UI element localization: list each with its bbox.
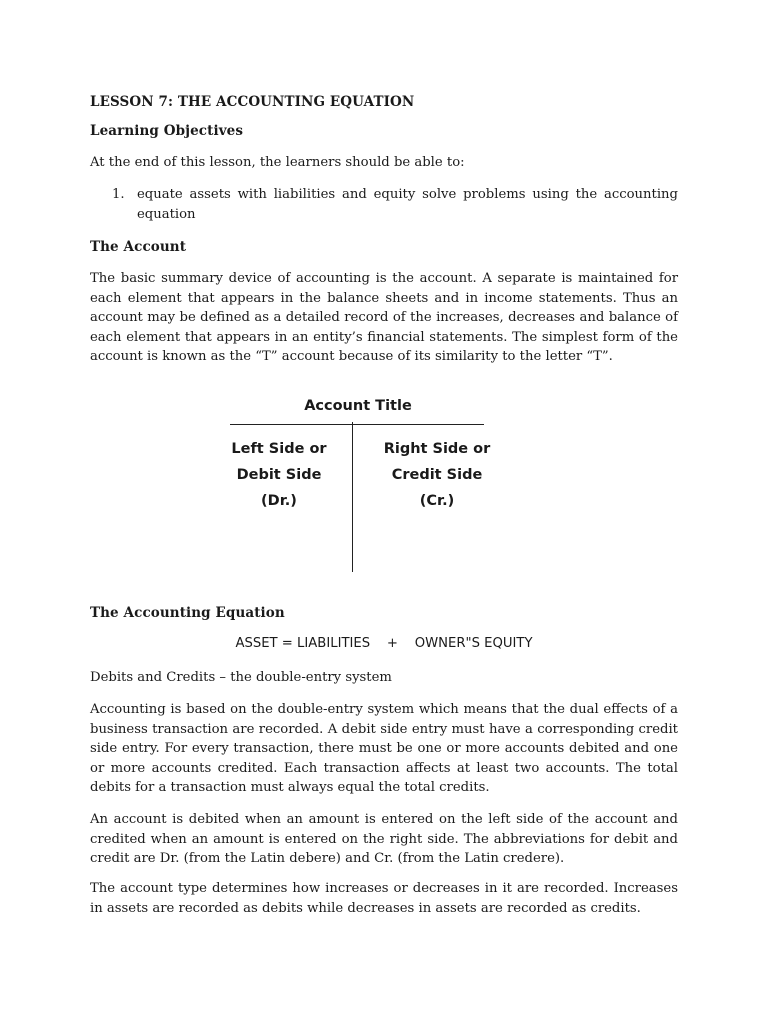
list-item-number: 1.: [112, 187, 125, 202]
accounting-equation: [90, 636, 678, 651]
objectives-heading: Learning Objectives: [90, 123, 244, 139]
equation-right: OWNER"S EQUITY: [414, 636, 533, 651]
equation-left: ASSET = LIABILITIES: [235, 636, 371, 651]
paragraph-double-entry: Accounting is based on the double-entry system which means that the dual effects of a business transaction are recorded. A debit side entry must have a corresponding credit side entry. For every transaction, there must be one or more accounts debited and one or more accounts credited. Each transaction affects at least two accounts. The total debits for a transaction must always equal the total credits.: [90, 702, 678, 795]
account-paragraph: The basic summary device of accounting is the account. A separate is maintained for each element that appears in the balance sheets and in income statements. Thus an account may be defined as a detailed record of the increases, decreases and balance of each element that appears in an entity’s financial statements. The simplest form of the account is known as the “T” account because of its similarity to the letter “T”.: [90, 271, 678, 364]
debits-credits-line: Debits and Credits – the double-entry system: [90, 670, 392, 685]
t-account-horizontal-line: [230, 424, 484, 425]
objectives-intro: At the end of this lesson, the learners should be able to:: [90, 155, 465, 170]
paragraph-account-type: The account type determines how increases or decreases in it are recorded. Increases in assets are recorded as debits while decreases in assets are recorded as credits.: [90, 881, 678, 916]
credit-side-line-2: Credit Side: [391, 467, 483, 483]
equation-plus: +: [386, 636, 398, 651]
t-account-title: Account Title: [304, 398, 412, 414]
credit-side-line-3: (Cr.): [419, 493, 455, 509]
list-item: equate assets with liabilities and equity solve problems using the accounting equation: [137, 187, 678, 222]
credit-side-line-1: Right Side or: [383, 441, 491, 457]
t-account-credit-side: [372, 436, 502, 514]
debit-side-line-2: Debit Side: [236, 467, 322, 483]
t-account-debit-side: [214, 436, 344, 514]
equation-heading: The Accounting Equation: [90, 605, 285, 621]
debit-side-line-1: Left Side or: [231, 441, 327, 457]
debit-side-line-3: (Dr.): [261, 493, 297, 509]
paragraph-debited: An account is debited when an amount is entered on the left side of the account and credited when an amount is entered on the right side. The abbreviations for debit and credit are Dr. (from the Latin debere) and Cr. (from the Latin credere).: [90, 812, 678, 866]
t-account-vertical-line: [352, 422, 353, 572]
account-heading: The Account: [90, 239, 187, 255]
t-account-diagram: [231, 398, 491, 574]
lesson-title: LESSON 7: THE ACCOUNTING EQUATION: [90, 94, 415, 110]
